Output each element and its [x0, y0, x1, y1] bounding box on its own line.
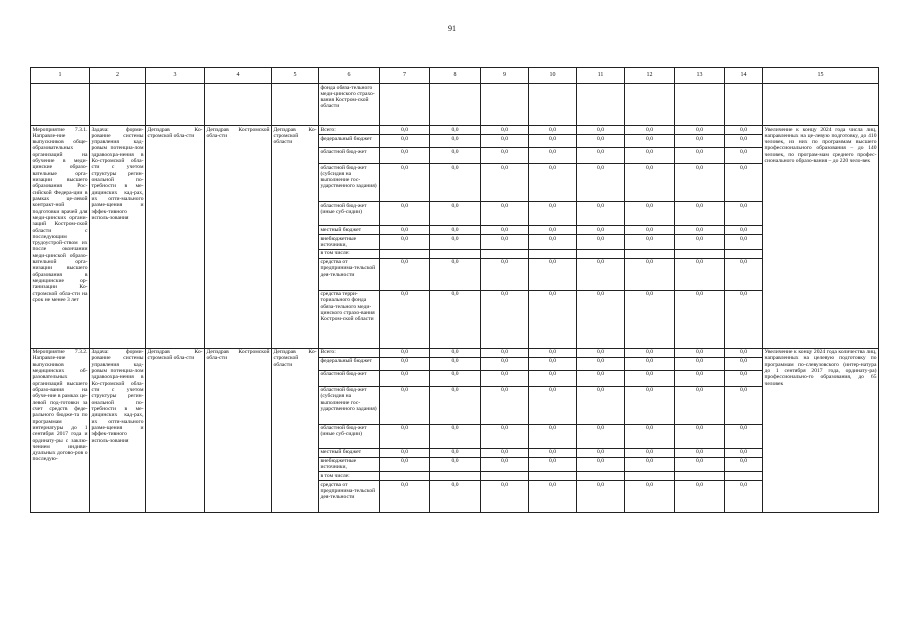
funding-source: областной бюд-жет [319, 370, 380, 386]
funding-value: 0,0 [625, 448, 675, 457]
column-number: 11 [577, 68, 625, 84]
funding-value: 0,0 [380, 424, 430, 448]
funding-value: 0,0 [675, 357, 725, 370]
funding-source: фонда обяза-тельного меди-цинского страхо-вания Костром-ской области [319, 84, 380, 126]
funding-value: 0,0 [529, 386, 577, 424]
funding-value: 0,0 [577, 202, 625, 226]
funding-source: областной бюд-жет (иные суб-сидии) [319, 424, 380, 448]
funding-source: средства от предпринима-тельской дея-тельности [319, 481, 380, 513]
funding-value: 0,0 [481, 126, 529, 135]
funding-value: 0,0 [577, 258, 625, 290]
funding-value: 0,0 [577, 226, 625, 235]
column-number: 12 [625, 68, 675, 84]
funding-value: 0,0 [725, 448, 763, 457]
funding-value: 0,0 [675, 202, 725, 226]
funding-value: 0,0 [725, 148, 763, 164]
funding-value: 0,0 [430, 348, 481, 357]
funding-value: 0,0 [725, 386, 763, 424]
funding-source: областной бюд-жет (субсидия на выполнение гос-ударственного задания) [319, 386, 380, 424]
funding-value: 0,0 [725, 424, 763, 448]
funding-value: 0,0 [481, 386, 529, 424]
funding-value: 0,0 [625, 226, 675, 235]
funding-value: 0,0 [577, 148, 625, 164]
funding-value: 0,0 [675, 290, 725, 348]
funding-source: федеральный бюджет [319, 135, 380, 148]
funding-value: 0,0 [577, 164, 625, 202]
funding-value: 0,0 [430, 148, 481, 164]
funding-value: 0,0 [529, 258, 577, 290]
funding-value: 0,0 [725, 457, 763, 472]
funding-value: 0,0 [481, 357, 529, 370]
funding-value: 0,0 [481, 148, 529, 164]
funding-value: 0,0 [577, 235, 625, 250]
funding-value: 0,0 [577, 370, 625, 386]
funding-value: 0,0 [675, 164, 725, 202]
funding-value: 0,0 [725, 290, 763, 348]
funding-value: 0,0 [380, 348, 430, 357]
funding-value [675, 249, 725, 258]
funding-value: 0,0 [481, 258, 529, 290]
funding-value: 0,0 [625, 457, 675, 472]
funding-value: 0,0 [481, 226, 529, 235]
column-number: 6 [319, 68, 380, 84]
funding-value: 0,0 [430, 202, 481, 226]
funding-value: 0,0 [481, 481, 529, 513]
funding-value: 0,0 [577, 424, 625, 448]
funding-value: 0,0 [430, 126, 481, 135]
funding-value [430, 249, 481, 258]
column-number: 5 [272, 68, 319, 84]
column-number: 4 [205, 68, 272, 84]
funding-source: областной бюд-жет [319, 148, 380, 164]
column-number: 3 [146, 68, 205, 84]
funding-value: 0,0 [675, 235, 725, 250]
funding-value: 0,0 [430, 457, 481, 472]
funding-source: федеральный бюджет [319, 357, 380, 370]
column-number-row [31, 68, 879, 84]
column-number: 10 [529, 68, 577, 84]
funding-value: 0,0 [380, 148, 430, 164]
funding-row [31, 348, 879, 357]
customer: Депздрав Ко-стромской области [272, 126, 319, 349]
column-number: 1 [31, 68, 90, 84]
funding-value: 0,0 [430, 235, 481, 250]
funding-value: 0,0 [725, 235, 763, 250]
funding-value: 0,0 [380, 202, 430, 226]
funding-value: 0,0 [577, 448, 625, 457]
funding-source: местный бюджет [319, 226, 380, 235]
funding-value: 0,0 [529, 448, 577, 457]
funding-source: средства терри-ториального фонда обяза-тельного меди-цинского страхо-вания Костром-ской области [319, 290, 380, 348]
funding-value: 0,0 [577, 386, 625, 424]
funding-value: 0,0 [725, 370, 763, 386]
funding-value: 0,0 [430, 164, 481, 202]
column-number: 15 [763, 68, 879, 84]
funding-value: 0,0 [675, 135, 725, 148]
funding-value: 0,0 [675, 386, 725, 424]
funding-value [430, 472, 481, 481]
funding-value: 0,0 [675, 424, 725, 448]
funding-value: 0,0 [725, 258, 763, 290]
funding-value: 0,0 [675, 481, 725, 513]
funding-value: 0,0 [380, 370, 430, 386]
funding-value: 0,0 [380, 290, 430, 348]
co-executor: Депздрав Костромской обла-сти [205, 126, 272, 349]
funding-value: 0,0 [481, 348, 529, 357]
funding-value [481, 472, 529, 481]
funding-value: 0,0 [481, 290, 529, 348]
funding-value: 0,0 [625, 290, 675, 348]
funding-value: 0,0 [380, 258, 430, 290]
funding-value: 0,0 [430, 424, 481, 448]
funding-value: 0,0 [725, 135, 763, 148]
funding-value: 0,0 [625, 126, 675, 135]
funding-value: 0,0 [675, 448, 725, 457]
co-executor: Депздрав Костромской обла-сти [205, 348, 272, 513]
funding-value: 0,0 [380, 386, 430, 424]
funding-value [529, 472, 577, 481]
customer: Депздрав Ко-стромской области [272, 348, 319, 513]
funding-value [675, 472, 725, 481]
funding-value: 0,0 [625, 235, 675, 250]
funding-value: 0,0 [625, 481, 675, 513]
funding-value [529, 249, 577, 258]
funding-value: 0,0 [430, 357, 481, 370]
funding-source: средства от предпринима-тельской дея-тельности [319, 258, 380, 290]
funding-value: 0,0 [430, 386, 481, 424]
funding-value: 0,0 [675, 226, 725, 235]
funding-value: 0,0 [430, 290, 481, 348]
funding-value: 0,0 [380, 481, 430, 513]
funding-source: в том числе: [319, 472, 380, 481]
funding-value: 0,0 [625, 135, 675, 148]
funding-value [380, 249, 430, 258]
funding-value [625, 472, 675, 481]
responsible-executor: Депздрав Ко-стромской обла-сти [146, 126, 205, 349]
funding-value: 0,0 [725, 481, 763, 513]
funding-source: в том числе: [319, 249, 380, 258]
funding-value: 0,0 [529, 202, 577, 226]
funding-value: 0,0 [380, 357, 430, 370]
funding-value: 0,0 [529, 357, 577, 370]
funding-value: 0,0 [529, 457, 577, 472]
measures-table [30, 67, 879, 513]
funding-value: 0,0 [481, 424, 529, 448]
funding-value: 0,0 [577, 135, 625, 148]
funding-value: 0,0 [577, 457, 625, 472]
funding-value [725, 472, 763, 481]
funding-value: 0,0 [430, 370, 481, 386]
funding-value: 0,0 [481, 135, 529, 148]
funding-source: областной бюд-жет (иные суб-сидии) [319, 202, 380, 226]
funding-value: 0,0 [577, 357, 625, 370]
funding-value: 0,0 [529, 226, 577, 235]
funding-value: 0,0 [725, 226, 763, 235]
funding-value: 0,0 [725, 202, 763, 226]
funding-source: Всего: [319, 348, 380, 357]
funding-value [380, 472, 430, 481]
funding-value: 0,0 [625, 386, 675, 424]
funding-row [31, 126, 879, 135]
funding-source: внебюджетные источники, [319, 235, 380, 250]
funding-value: 0,0 [380, 235, 430, 250]
funding-value: 0,0 [481, 448, 529, 457]
funding-value [625, 249, 675, 258]
funding-value: 0,0 [529, 148, 577, 164]
column-number: 13 [675, 68, 725, 84]
column-number: 8 [430, 68, 481, 84]
funding-value: 0,0 [577, 481, 625, 513]
funding-value: 0,0 [577, 126, 625, 135]
column-number: 14 [725, 68, 763, 84]
funding-value: 0,0 [725, 164, 763, 202]
funding-value: 0,0 [380, 126, 430, 135]
funding-source: областной бюд-жет (субсидия на выполнение гос-ударственного задания) [319, 164, 380, 202]
funding-value: 0,0 [725, 348, 763, 357]
funding-value: 0,0 [529, 370, 577, 386]
funding-source: внебюджетные источники, [319, 457, 380, 472]
funding-value: 0,0 [625, 258, 675, 290]
funding-value: 0,0 [675, 148, 725, 164]
funding-value: 0,0 [625, 202, 675, 226]
funding-value: 0,0 [675, 370, 725, 386]
funding-value: 0,0 [529, 135, 577, 148]
funding-value: 0,0 [481, 457, 529, 472]
funding-value: 0,0 [625, 348, 675, 357]
funding-value: 0,0 [529, 290, 577, 348]
funding-value [725, 249, 763, 258]
column-number: 9 [481, 68, 529, 84]
funding-value: 0,0 [725, 126, 763, 135]
funding-value: 0,0 [529, 424, 577, 448]
funding-value: 0,0 [675, 457, 725, 472]
funding-value: 0,0 [529, 235, 577, 250]
column-number: 7 [380, 68, 430, 84]
funding-value: 0,0 [625, 148, 675, 164]
page-number: 91 [448, 24, 456, 33]
funding-value: 0,0 [380, 457, 430, 472]
funding-value: 0,0 [529, 348, 577, 357]
funding-source: Всего: [319, 126, 380, 135]
funding-value: 0,0 [481, 202, 529, 226]
funding-value: 0,0 [675, 126, 725, 135]
funding-value: 0,0 [625, 357, 675, 370]
responsible-executor: Депздрав Ко-стромской обла-сти [146, 348, 205, 513]
funding-value [577, 249, 625, 258]
funding-value: 0,0 [430, 226, 481, 235]
funding-value: 0,0 [529, 481, 577, 513]
funding-value: 0,0 [577, 290, 625, 348]
funding-value: 0,0 [380, 448, 430, 457]
funding-value: 0,0 [430, 448, 481, 457]
funding-value: 0,0 [430, 481, 481, 513]
funding-value: 0,0 [725, 357, 763, 370]
funding-value: 0,0 [675, 348, 725, 357]
funding-value: 0,0 [430, 135, 481, 148]
funding-value: 0,0 [481, 164, 529, 202]
measure-task: Задача: форми-рование системы управления кад-ровым потенциа-лом здравоохра-нения в Ко-стромской обла-сти с учетом структуры регин-ональной по-требности в ме-дицинских кад-рах, их опти-мального разме-щения и эффек-тивного исполь-зования [90, 348, 146, 513]
measure-name: Мероприятие 7.3.2. Направле-ние выпускников медицинских об-разовательных организаций высшего образо-вания на обуче-ние в рамках це-левой под-готовки за счет средств феде-рального бюдже-та по программам интернатуры до 1 сентября 2017 года и ординату-ры с заклю-чением индиви-дуальных догово-ров о последую- [31, 348, 90, 513]
funding-value: 0,0 [675, 258, 725, 290]
funding-value: 0,0 [481, 235, 529, 250]
funding-value [481, 249, 529, 258]
funding-value: 0,0 [380, 164, 430, 202]
funding-value: 0,0 [380, 226, 430, 235]
column-number: 2 [90, 68, 146, 84]
funding-value: 0,0 [625, 164, 675, 202]
funding-value: 0,0 [430, 258, 481, 290]
expected-result: Увеличение к концу 2024 года числа лиц, направленных на це-левую подготовку, до 410 человек, из них по программам высшего профессионального образования – до 140 человек, по програм-мам среднего профес-сионального образо-вания – до 220 чело-век [763, 126, 879, 349]
funding-value [577, 472, 625, 481]
continuation-row [31, 84, 879, 126]
funding-value: 0,0 [529, 164, 577, 202]
funding-value: 0,0 [625, 370, 675, 386]
measure-name: Мероприятие 7.3.1. Направле-ние выпускников обще-образовательных организаций на обучение в меди-цинские образо-вательные орга-низации высшего образования Рос-сийской Федера-ции в рамках це-левой контракт-ной подготовки врачей для меди-цинских органи-заций Костром-ской области с последующим трудоустрой-ством их после окончании меди-цинской образо-вательной орга-низации высшего образования в медицинские ор-ганизации Ко-стромской обла-сти на срок не менее 3 лет [31, 126, 90, 349]
funding-value: 0,0 [529, 126, 577, 135]
funding-value: 0,0 [380, 135, 430, 148]
funding-value: 0,0 [625, 424, 675, 448]
funding-value: 0,0 [577, 348, 625, 357]
funding-value: 0,0 [481, 370, 529, 386]
measure-task: Задача: форми-рование системы управления кад-ровым потенциа-лом здравоохра-нения в Ко-стромской обла-сти с учетом структуры регин-ональной по-требности в ме-дицинских кад-рах, их опти-мального разме-щения и эффек-тивного исполь-зования [90, 126, 146, 349]
funding-source: местный бюджет [319, 448, 380, 457]
expected-result: Увеличение к концу 2024 года количества лиц, направленных на целевую подготовку по программам по-слевузовского (интер-натура до 1 сентября 2017 года, ординату-ра) профессионально-го образования, до 65 человек [763, 348, 879, 513]
